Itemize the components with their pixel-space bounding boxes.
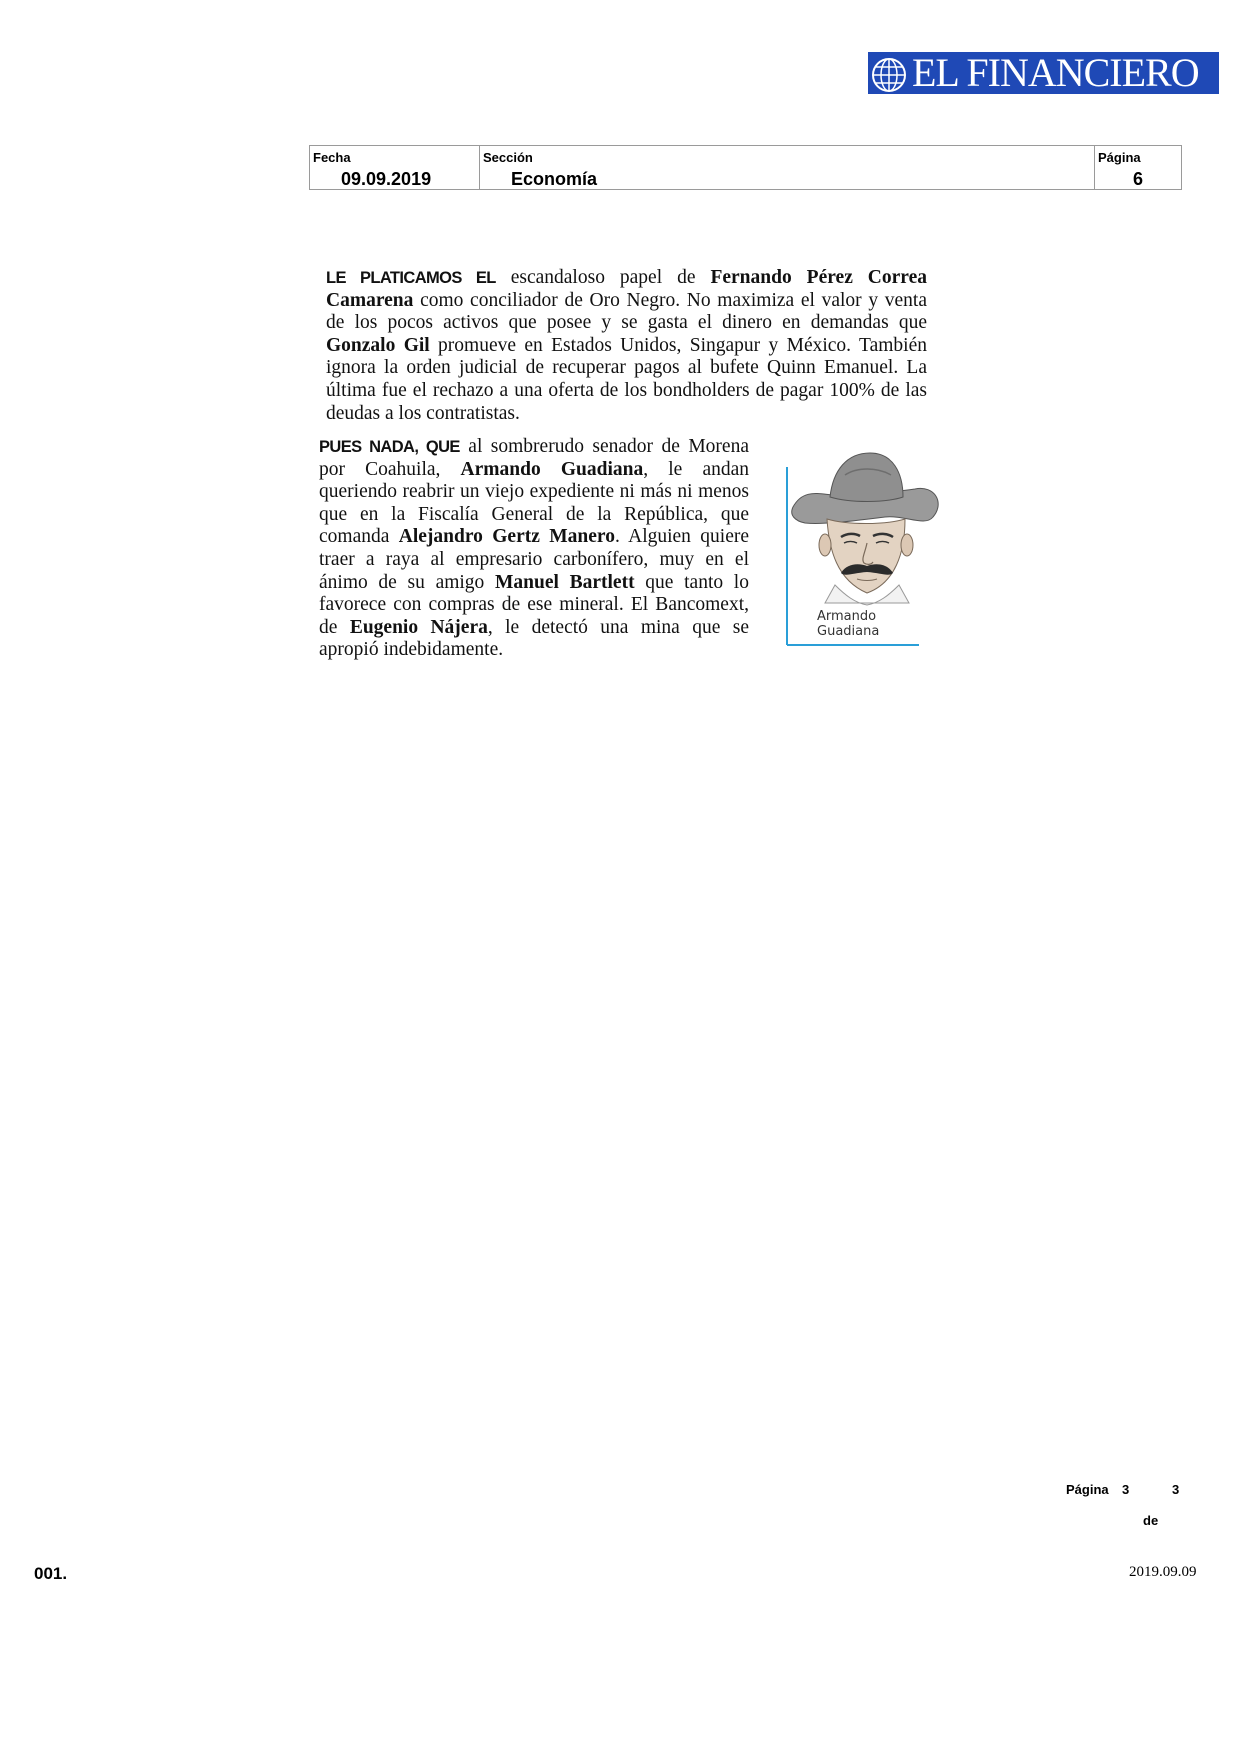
- paragraph-lead: PUES NADA, QUE: [319, 438, 460, 456]
- article-paragraph-1: [326, 267, 927, 425]
- fecha-cell: [310, 146, 479, 189]
- document-date: 2019.09.09: [1129, 1564, 1197, 1580]
- paragraph-text: , le detectó una mina que se apropió indebidamente.: [319, 616, 750, 661]
- fecha-value: 09.09.2019: [341, 169, 432, 189]
- person-name: Eugenio Nájera: [349, 616, 488, 638]
- portrait-caption: [817, 609, 917, 639]
- paragraph-text: como conciliador de Oro Negro. No maximiza el valor y venta de los pocos activos que posee y se gasta el dinero en demandas que: [326, 289, 927, 334]
- person-name: Gonzalo Gil: [326, 334, 430, 356]
- person-name: Armando Guadiana: [460, 458, 644, 480]
- globe-icon: [868, 52, 910, 94]
- fecha-label: Fecha: [313, 150, 351, 165]
- pagina-label: Página: [1098, 150, 1141, 165]
- pagina-cell: [1094, 146, 1181, 189]
- portrait-figure: [785, 445, 945, 650]
- seccion-value: Economía: [511, 169, 598, 189]
- header-info-table: [309, 145, 1182, 190]
- masthead-wordmark: EL FINANCIERO: [912, 52, 1199, 94]
- masthead-logo: [868, 52, 1219, 94]
- person-name: Alejandro Gertz Manero: [398, 526, 615, 548]
- seccion-cell: [479, 146, 1094, 189]
- caption-line: Armando: [817, 609, 877, 624]
- article-paragraph-2: [319, 436, 749, 662]
- paragraph-text: que tanto lo favorece con compras de ese mineral. El Bancomext, de: [319, 571, 749, 638]
- document-id: 001.: [34, 1564, 68, 1583]
- paragraph-text: . Alguien quiere traer a raya al empresario carbonífero, muy en el ánimo de su amigo: [319, 526, 750, 593]
- paragraph-text: al sombrerudo senador de Morena por Coahuila,: [319, 436, 749, 480]
- page-counter-label: Página: [1066, 1482, 1109, 1497]
- pagina-value: 6: [1133, 169, 1144, 189]
- caption-line: Guadiana: [817, 624, 880, 639]
- person-name: Manuel Bartlett: [495, 571, 635, 593]
- paragraph-lead: LE PLATICAMOS EL: [326, 269, 496, 287]
- seccion-label: Sección: [483, 150, 533, 165]
- page-counter-current: 3: [1122, 1482, 1130, 1497]
- page-counter-total: 3: [1172, 1482, 1180, 1497]
- paragraph-text: , le andan queriendo reabrir un viejo expediente ni más ni menos que en la Fiscalía General de la República, que comanda: [319, 458, 750, 548]
- person-name: Fernando Pérez Correa Camarena: [326, 267, 927, 311]
- paragraph-text: escandaloso papel de: [495, 267, 711, 288]
- paragraph-text: promueve en Estados Unidos, Singapur y México. También ignora la orden judicial de recuperar pagos al bufete Quinn Emanuel. La última fue el rechazo a una oferta de los bondholders de pagar 100% de las deudas a los contratistas.: [326, 334, 927, 424]
- page-counter-de: de: [1143, 1513, 1159, 1528]
